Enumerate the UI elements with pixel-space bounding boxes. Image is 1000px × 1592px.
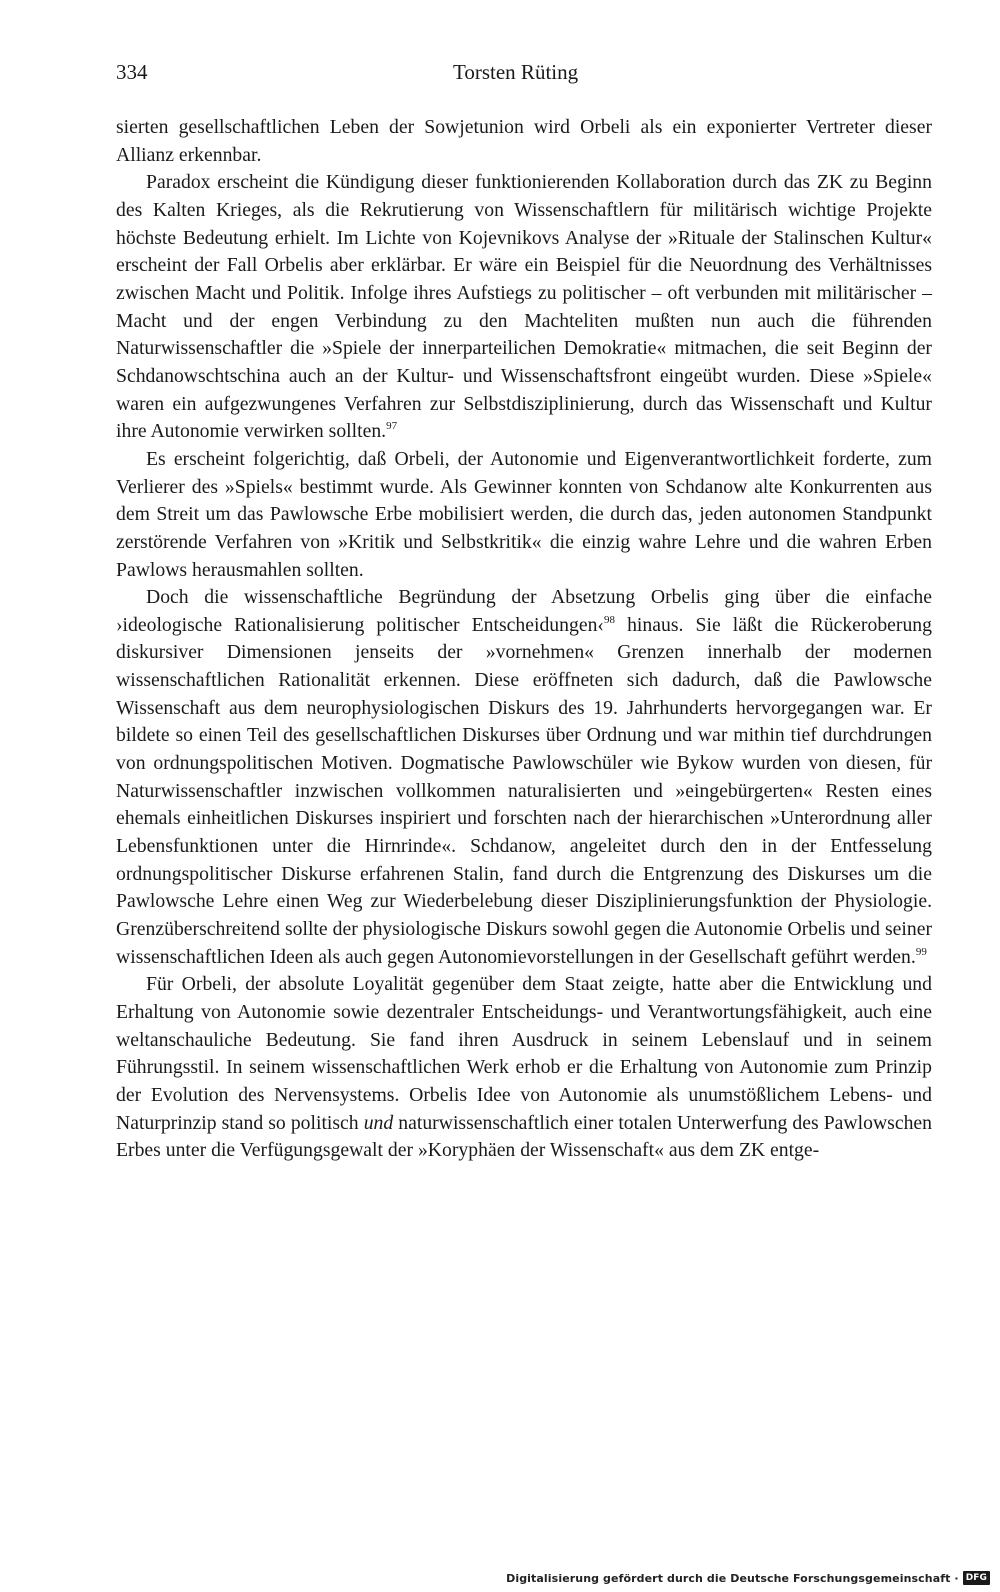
body-text	[116, 114, 932, 1165]
paragraph-5-text-before: Für Orbeli, der absolute Loyalität gegenüber dem Staat zeigte, hatte aber die Entwicklung und Erhaltung von Autonomie sowie dezentraler Entscheidungs- und Verantwortungsfähigkeit, auch eine weltanschauliche Bedeutung. Sie fand ihren Ausdruck in seinem Lebenslauf und in seinem Führungsstil. In seinem wissenschaftlichen Werk erhob er die Erhaltung von Autonomie zum Prinzip der Evolution des Nervensystems. Orbelis Idee von Autonomie als unumstößlichem Lebens- und Naturprinzip stand so politisch	[116, 973, 932, 1134]
paragraph-1	[116, 114, 932, 169]
paragraph-5-text-after: naturwissenschaftlich einer totalen Unterwerfung des Pawlowschen Erbes unter die Verfügungsgewalt der »Koryphäen der Wissenschaft« aus dem ZK entge-	[116, 1111, 932, 1162]
page-header	[116, 60, 932, 90]
paragraph-3-text: Es erscheint folgerichtig, daß Orbeli, der Autonomie und Eigenverantwortlichkeit forderte, zum Verlierer des »Spiels« bestimmt wurde. Als Gewinner konnten von Schdanow alte Konkurrenten aus dem Streit um das Pawlowsche Erbe mobilisiert werden, die durch das, jeden autonomen Standpunkt zerstörende Verfahren von »Kritik und Selbstkritik« die einzig wahre Lehre und die wahren Erben Pawlows herausmahlen sollten.	[116, 447, 932, 581]
page-number: 334	[116, 60, 148, 84]
emphasis-und: und	[363, 1111, 394, 1134]
running-head-author: Torsten Rüting	[453, 60, 579, 84]
dfg-logo-icon: DFG	[963, 1571, 990, 1585]
paragraph-2	[116, 169, 932, 446]
digitization-footer	[506, 1570, 990, 1586]
footnote-ref-98[interactable]: 98	[603, 613, 615, 626]
footnote-ref-99[interactable]: 99	[915, 945, 927, 958]
paragraph-4	[116, 584, 932, 971]
paragraph-3	[116, 446, 932, 584]
paragraph-4-text-before: Doch die wissenschaftliche Begründung der Absetzung Orbelis ging über die einfache ›ideologische Rationalisierung politischer Entscheidungen‹	[116, 586, 932, 636]
paragraph-4-text-after: hinaus. Sie läßt die Rückeroberung diskursiver Dimensionen jenseits der »vornehmen« Grenzen innerhalb der modernen wissenschaftlichen Rationalität erkennen. Diese eröffneten sich dadurch, daß die Pawlowsche Wissenschaft aus dem neurophysiologischen Diskurs des 19. Jahrhunderts hervorgegangen war. Er bildete so einen Teil des gesellschaftlichen Diskurses über Ordnung und war mithin tief durchdrungen von ordnungspolitischen Motiven. Dogmatische Pawlowschüler wie Bykow wurden von diesen, für Naturwissenschaftler inzwischen vollkommen naturalisierten und »eingebürgerten« Resten eines ehemals einheitlichen Diskurses inspiriert und forschten nach der hierarchischen »Unterordnung aller Lebensfunktionen unter die Hirnrinde«. Schdanow, angeleitet durch den in der Entfesselung ordnungspolitischer Diskurse erfahrenen Stalin, fand durch die Entgrenzung des Diskurses um die Pawlowsche Lehre einen Weg zur Wiederbelebung dieser Disziplinierungsfunktion der Physiologie. Grenzüberschreitend sollte der physiologische Diskurs sowohl gegen die Autonomie Orbelis und seiner wissenschaftlichen Ideen als auch gegen Autonomievorstellungen in der Gesellschaft geführt werden.	[116, 613, 932, 968]
footnote-ref-97[interactable]: 97	[386, 420, 398, 433]
paragraph-2-text: Paradox erscheint die Kündigung dieser funktionierenden Kollaboration durch das ZK zu Beginn des Kalten Krieges, als die Rekrutierung von Wissenschaftlern für militärisch wichtige Projekte höchste Bedeutung erhielt. Im Lichte von Kojevnikovs Analyse der »Rituale der Stalinschen Kultur« erscheint der Fall Orbelis aber erklärbar. Er wäre ein Beispiel für die Neuordnung des Verhältnisses zwischen Macht und Politik. Infolge ihres Aufstiegs zu politischer – oft verbunden mit militärischer – Macht und der engen Verbindung zu den Machteliten mußten nun auch die führenden Naturwissenschaftler die »Spiele der innerparteilichen Demokratie« mitmachen, die seit Beginn der Schdanowschtschina auch an der Kultur- und Wissenschaftsfront eingeübt wurden. Diese »Spiele« waren ein aufgezwungenes Verfahren zur Selbstdisziplinierung, durch das Wissenschaft und Kultur ihre Autonomie verwirken sollten.	[116, 171, 932, 443]
digitization-note: Digitalisierung gefördert durch die Deutsche Forschungsgemeinschaft ·	[506, 1571, 959, 1585]
paragraph-5	[116, 971, 932, 1165]
paragraph-1-text: sierten gesellschaftlichen Leben der Sowjetunion wird Orbeli als ein exponierter Vertreter dieser Allianz erkennbar.	[116, 116, 932, 166]
